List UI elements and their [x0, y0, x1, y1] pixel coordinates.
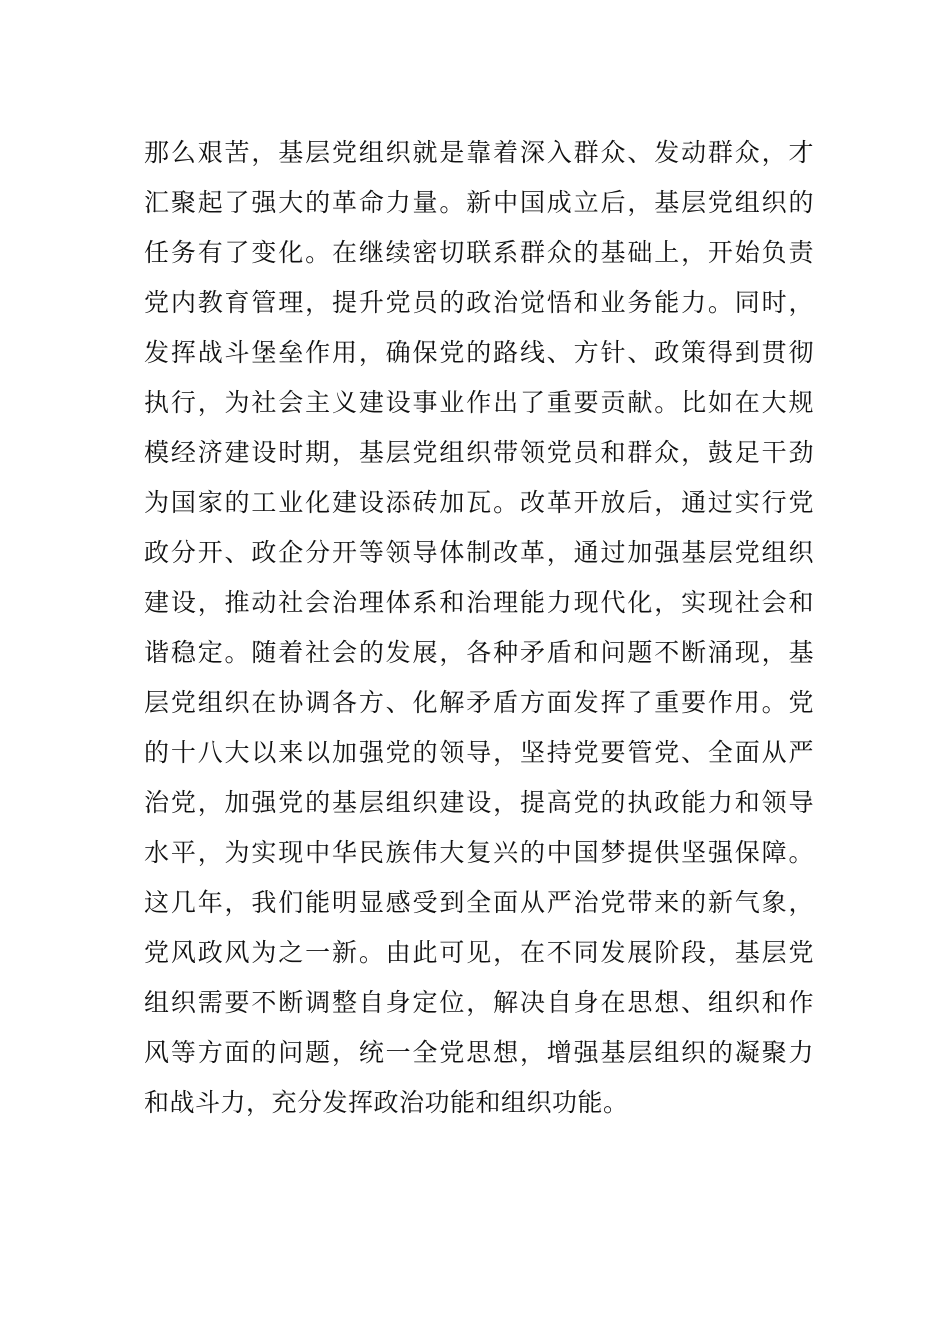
text-line: 政分开、政企分开等领导体制改革，通过加强基层党组织	[144, 538, 814, 567]
text-line: 发挥战斗堡垒作用，确保党的路线、方针、政策得到贯彻	[144, 338, 814, 367]
text-line: 组织需要不断调整自身定位，解决自身在思想、组织和作	[144, 988, 814, 1017]
text-line: 层党组织在协调各方、化解矛盾方面发挥了重要作用。党	[144, 688, 814, 717]
text-line: 这几年，我们能明显感受到全面从严治党带来的新气象，	[144, 888, 814, 917]
text-line: 汇聚起了强大的革命力量。新中国成立后，基层党组织的	[144, 188, 814, 217]
text-line: 模经济建设时期，基层党组织带领党员和群众，鼓足干劲	[144, 438, 814, 467]
text-line: 任务有了变化。在继续密切联系群众的基础上，开始负责	[144, 238, 814, 267]
text-line: 水平，为实现中华民族伟大复兴的中国梦提供坚强保障。	[144, 838, 814, 867]
text-line: 执行，为社会主义建设事业作出了重要贡献。比如在大规	[144, 388, 814, 417]
text-line: 为国家的工业化建设添砖加瓦。改革开放后，通过实行党	[144, 488, 814, 517]
text-line: 党内教育管理，提升党员的政治觉悟和业务能力。同时，	[144, 288, 814, 317]
text-line: 的十八大以来以加强党的领导，坚持党要管党、全面从严	[144, 738, 814, 767]
text-line: 治党，加强党的基层组织建设，提高党的执政能力和领导	[144, 788, 814, 817]
text-line: 风等方面的问题，统一全党思想，增强基层组织的凝聚力	[144, 1038, 814, 1067]
text-line: 谐稳定。随着社会的发展，各种矛盾和问题不断涌现，基	[144, 638, 814, 667]
text-line: 党风政风为之一新。由此可见，在不同发展阶段，基层党	[144, 938, 814, 967]
text-line: 建设，推动社会治理体系和治理能力现代化，实现社会和	[144, 588, 814, 617]
text-line: 和战斗力，充分发挥政治功能和组织功能。	[144, 1088, 629, 1117]
text-line: 那么艰苦，基层党组织就是靠着深入群众、发动群众，才	[144, 138, 814, 167]
body-paragraph	[144, 128, 814, 1128]
